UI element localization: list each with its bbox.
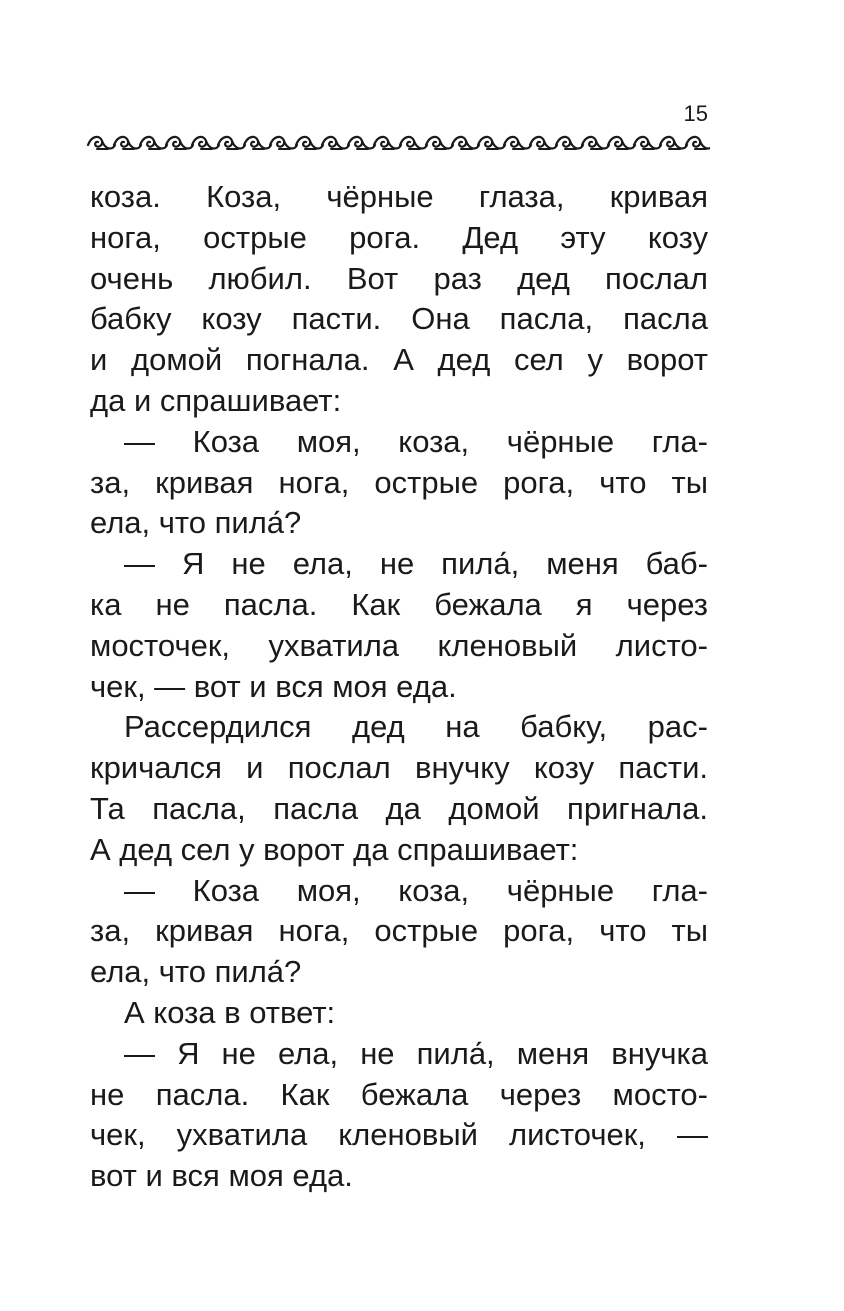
ornament-scroll-icon (114, 137, 141, 149)
text-line: не пасла. Как бежала через мосто- (90, 1076, 708, 1112)
ornament-scroll-icon (634, 137, 661, 149)
text-line: бабку козу пасти. Она пасла, пасла (90, 301, 708, 337)
text-line: кричался и послал внучку козу пасти. (90, 750, 708, 786)
text-line: ка не пасла. Как бежала я через (90, 586, 708, 622)
text-line: да и спрашивает: (90, 382, 342, 418)
text-line: вот и вся моя еда. (90, 1158, 353, 1194)
ornament-scroll-icon (270, 137, 297, 149)
ornament-scroll-icon (88, 137, 115, 149)
ornament-scroll-icon (530, 137, 557, 149)
ornament-scroll-icon (192, 137, 219, 149)
ornament-scroll-icon (452, 137, 479, 149)
ornament-scroll-icon (296, 137, 323, 149)
ornament-scroll-icon (660, 137, 687, 149)
ornament-scroll-icon (582, 137, 609, 149)
ornament-border-icon (86, 127, 710, 159)
ornament-scroll-icon (244, 137, 271, 149)
text-line: очень любил. Вот раз дед послал (90, 260, 708, 296)
text-line: нога, острые рога. Дед эту козу (90, 219, 708, 255)
ornament-scroll-icon (374, 137, 401, 149)
text-line: Та пасла, пасла да домой пригнала. (90, 790, 708, 826)
ornament-scroll-icon (348, 137, 375, 149)
ornament-scroll-icon (556, 137, 583, 149)
text-line: ела, что пила́? (90, 954, 302, 990)
text-line: ела, что пила́? (90, 505, 302, 541)
ornament-scroll-icon (166, 137, 193, 149)
story-text (90, 177, 708, 1197)
page-number: 15 (683, 101, 708, 126)
dialogue-line: — Коза моя, коза, чёрные гла- (124, 872, 708, 908)
dialogue-line: — Коза моя, коза, чёрные гла- (124, 423, 708, 459)
text-line: чек, ухватила кленовый листочек, — (90, 1117, 708, 1153)
ornament-scroll-icon (218, 137, 245, 149)
ornament-scroll-icon (426, 137, 453, 149)
text-line: А дед сел у ворот да спрашивает: (90, 831, 579, 867)
dialogue-line: — Я не ела, не пила́, меня баб- (124, 546, 708, 582)
text-line: за, кривая нога, острые рога, что ты (90, 913, 708, 949)
text-line: и домой погнала. А дед сел у ворот (90, 342, 708, 378)
text-line: чек, — вот и вся моя еда. (90, 668, 457, 704)
ornament-scroll-icon (140, 137, 167, 149)
paragraph-line: А коза в ответ: (124, 994, 336, 1030)
text-line: коза. Коза, чёрные глаза, кривая (90, 179, 708, 214)
ornament-scroll-icon (478, 137, 505, 149)
ornament-scroll-icon (322, 137, 349, 149)
ornament-scroll-icon (608, 137, 635, 149)
ornament-scroll-icon (686, 137, 710, 149)
dialogue-line: — Я не ела, не пила́, меня внучка (124, 1035, 708, 1071)
text-line: за, кривая нога, острые рога, что ты (90, 464, 708, 500)
ornament-scroll-icon (504, 137, 531, 149)
text-line: мосточек, ухватила кленовый листо- (90, 627, 708, 663)
ornament-scroll-icon (400, 137, 427, 149)
paragraph-line: Рассердился дед на бабку, рас- (124, 709, 708, 745)
